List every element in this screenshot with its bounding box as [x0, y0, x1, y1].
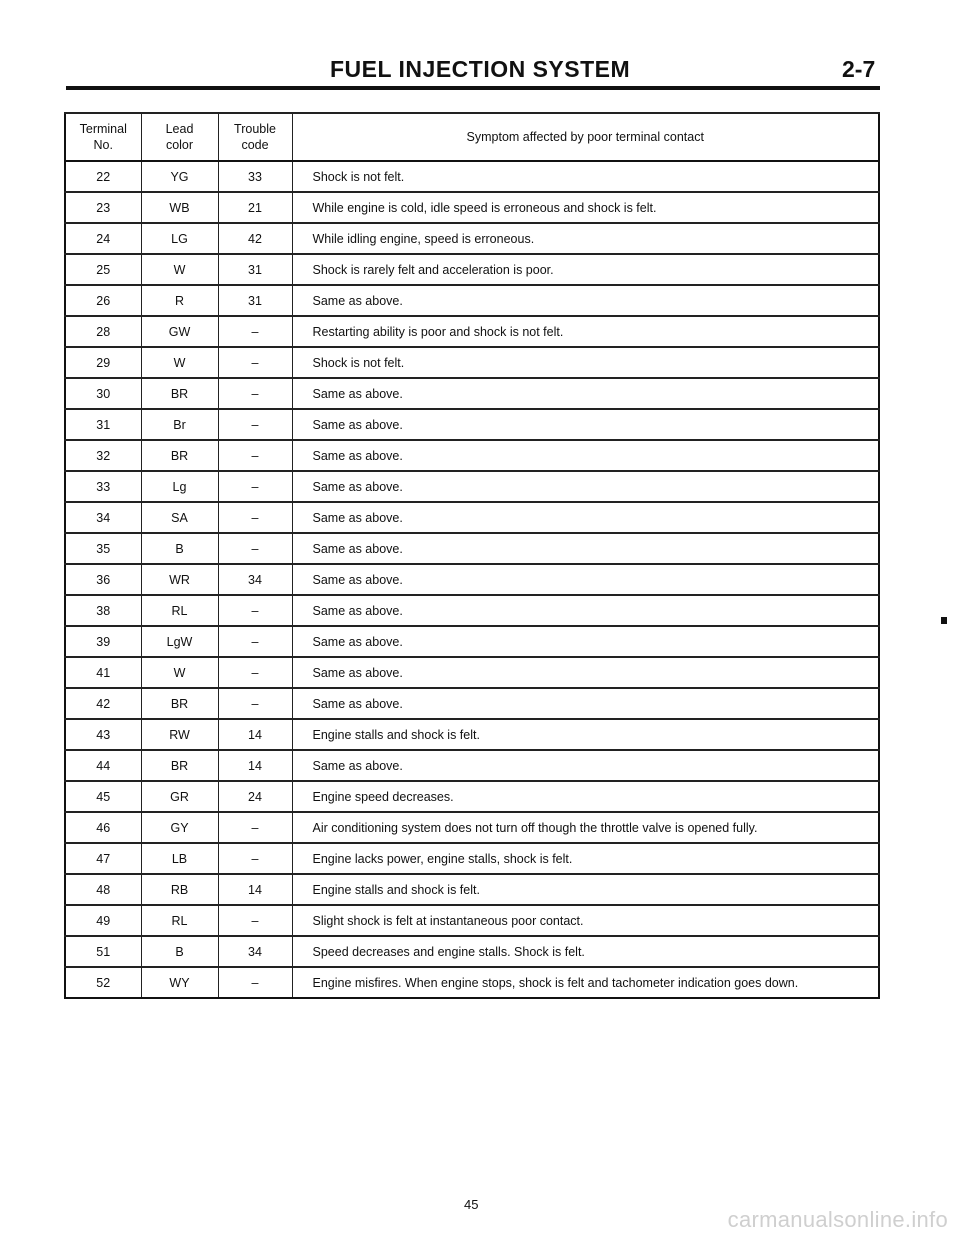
table-row: [65, 781, 879, 812]
cell-trouble-code: –: [218, 471, 292, 502]
cell-trouble-code: 31: [218, 254, 292, 285]
cell-terminal-no: 29: [65, 347, 141, 378]
cell-symptom: Same as above.: [292, 564, 879, 595]
table-row: [65, 409, 879, 440]
cell-lead-color: GY: [141, 812, 218, 843]
cell-terminal-no: 22: [65, 161, 141, 192]
table-row: [65, 192, 879, 223]
table-row: [65, 812, 879, 843]
cell-lead-color: B: [141, 936, 218, 967]
cell-trouble-code: –: [218, 440, 292, 471]
cell-trouble-code: –: [218, 595, 292, 626]
margin-mark: [941, 617, 947, 624]
cell-symptom: Shock is not felt.: [292, 161, 879, 192]
cell-symptom: Restarting ability is poor and shock is not felt.: [292, 316, 879, 347]
cell-terminal-no: 45: [65, 781, 141, 812]
cell-symptom: Speed decreases and engine stalls. Shock is felt.: [292, 936, 879, 967]
cell-lead-color: GW: [141, 316, 218, 347]
cell-trouble-code: –: [218, 409, 292, 440]
cell-symptom: Shock is not felt.: [292, 347, 879, 378]
table-row: [65, 378, 879, 409]
cell-lead-color: B: [141, 533, 218, 564]
cell-trouble-code: –: [218, 347, 292, 378]
cell-terminal-no: 42: [65, 688, 141, 719]
cell-symptom: While engine is cold, idle speed is erroneous and shock is felt.: [292, 192, 879, 223]
cell-trouble-code: 34: [218, 936, 292, 967]
cell-terminal-no: 28: [65, 316, 141, 347]
cell-trouble-code: –: [218, 905, 292, 936]
cell-terminal-no: 39: [65, 626, 141, 657]
table-row: [65, 440, 879, 471]
cell-trouble-code: –: [218, 967, 292, 998]
cell-trouble-code: 42: [218, 223, 292, 254]
cell-lead-color: SA: [141, 502, 218, 533]
table-header-row: [65, 113, 879, 161]
cell-terminal-no: 46: [65, 812, 141, 843]
cell-trouble-code: –: [218, 812, 292, 843]
table-row: [65, 595, 879, 626]
cell-terminal-no: 36: [65, 564, 141, 595]
column-header-lead-color: Lead color: [141, 113, 218, 161]
cell-terminal-no: 43: [65, 719, 141, 750]
table-row: [65, 254, 879, 285]
section-number: 2-7: [842, 56, 876, 82]
table-row: [65, 564, 879, 595]
watermark: carmanualsonline.info: [727, 1207, 948, 1232]
cell-symptom: Engine stalls and shock is felt.: [292, 874, 879, 905]
cell-symptom: Same as above.: [292, 533, 879, 564]
table-row: [65, 471, 879, 502]
table-row: [65, 688, 879, 719]
cell-lead-color: RL: [141, 905, 218, 936]
cell-symptom: Same as above.: [292, 471, 879, 502]
table-row: [65, 750, 879, 781]
cell-symptom: Same as above.: [292, 285, 879, 316]
cell-symptom: Same as above.: [292, 688, 879, 719]
table-row: [65, 905, 879, 936]
cell-terminal-no: 23: [65, 192, 141, 223]
cell-symptom: Engine stalls and shock is felt.: [292, 719, 879, 750]
table-row: [65, 347, 879, 378]
cell-terminal-no: 41: [65, 657, 141, 688]
terminal-symptom-table: [64, 112, 880, 999]
table-row: [65, 502, 879, 533]
cell-terminal-no: 49: [65, 905, 141, 936]
cell-lead-color: YG: [141, 161, 218, 192]
cell-lead-color: BR: [141, 378, 218, 409]
column-header-terminal-no: Terminal No.: [65, 113, 141, 161]
cell-symptom: Same as above.: [292, 409, 879, 440]
page-title: FUEL INJECTION SYSTEM: [330, 56, 631, 82]
cell-terminal-no: 34: [65, 502, 141, 533]
cell-terminal-no: 25: [65, 254, 141, 285]
cell-trouble-code: 24: [218, 781, 292, 812]
cell-symptom: While idling engine, speed is erroneous.: [292, 223, 879, 254]
cell-terminal-no: 47: [65, 843, 141, 874]
header-divider: [66, 86, 880, 90]
cell-lead-color: WY: [141, 967, 218, 998]
table-row: [65, 843, 879, 874]
cell-symptom: Air conditioning system does not turn off though the throttle valve is opened fully.: [292, 812, 879, 843]
table-row: [65, 533, 879, 564]
cell-symptom: Same as above.: [292, 440, 879, 471]
cell-symptom: Same as above.: [292, 595, 879, 626]
cell-trouble-code: –: [218, 533, 292, 564]
cell-trouble-code: 14: [218, 874, 292, 905]
cell-lead-color: R: [141, 285, 218, 316]
cell-trouble-code: –: [218, 502, 292, 533]
cell-symptom: Same as above.: [292, 378, 879, 409]
table-row: [65, 161, 879, 192]
cell-terminal-no: 32: [65, 440, 141, 471]
cell-lead-color: W: [141, 347, 218, 378]
cell-terminal-no: 31: [65, 409, 141, 440]
cell-terminal-no: 33: [65, 471, 141, 502]
cell-trouble-code: 33: [218, 161, 292, 192]
cell-lead-color: W: [141, 657, 218, 688]
cell-trouble-code: –: [218, 378, 292, 409]
cell-symptom: Engine speed decreases.: [292, 781, 879, 812]
cell-lead-color: WR: [141, 564, 218, 595]
cell-trouble-code: 31: [218, 285, 292, 316]
cell-terminal-no: 35: [65, 533, 141, 564]
cell-trouble-code: –: [218, 657, 292, 688]
cell-lead-color: LB: [141, 843, 218, 874]
cell-symptom: Slight shock is felt at instantaneous poor contact.: [292, 905, 879, 936]
cell-trouble-code: –: [218, 843, 292, 874]
table-row: [65, 874, 879, 905]
column-header-trouble-code: Trouble code: [218, 113, 292, 161]
cell-terminal-no: 38: [65, 595, 141, 626]
cell-trouble-code: –: [218, 626, 292, 657]
cell-symptom: Shock is rarely felt and acceleration is poor.: [292, 254, 879, 285]
cell-terminal-no: 51: [65, 936, 141, 967]
cell-terminal-no: 48: [65, 874, 141, 905]
cell-symptom: Same as above.: [292, 657, 879, 688]
cell-lead-color: RL: [141, 595, 218, 626]
cell-symptom: Same as above.: [292, 750, 879, 781]
table-row: [65, 223, 879, 254]
table-row: [65, 316, 879, 347]
cell-lead-color: WB: [141, 192, 218, 223]
cell-trouble-code: 14: [218, 750, 292, 781]
cell-symptom: Same as above.: [292, 626, 879, 657]
cell-trouble-code: –: [218, 688, 292, 719]
table-body: [65, 161, 879, 998]
cell-terminal-no: 52: [65, 967, 141, 998]
cell-lead-color: BR: [141, 750, 218, 781]
table-row: [65, 967, 879, 998]
table-row: [65, 719, 879, 750]
table-row: [65, 936, 879, 967]
cell-terminal-no: 30: [65, 378, 141, 409]
cell-terminal-no: 24: [65, 223, 141, 254]
cell-symptom: Engine misfires. When engine stops, shock is felt and tachometer indication goes down.: [292, 967, 879, 998]
cell-lead-color: W: [141, 254, 218, 285]
cell-terminal-no: 26: [65, 285, 141, 316]
cell-lead-color: BR: [141, 440, 218, 471]
table-row: [65, 285, 879, 316]
column-header-symptom: Symptom affected by poor terminal contact: [292, 113, 879, 161]
page-number: 45: [464, 1197, 479, 1212]
cell-trouble-code: –: [218, 316, 292, 347]
cell-lead-color: RB: [141, 874, 218, 905]
cell-lead-color: GR: [141, 781, 218, 812]
cell-lead-color: Br: [141, 409, 218, 440]
cell-lead-color: RW: [141, 719, 218, 750]
cell-symptom: Same as above.: [292, 502, 879, 533]
cell-trouble-code: 14: [218, 719, 292, 750]
table-row: [65, 657, 879, 688]
table-row: [65, 626, 879, 657]
cell-lead-color: Lg: [141, 471, 218, 502]
cell-terminal-no: 44: [65, 750, 141, 781]
cell-trouble-code: 34: [218, 564, 292, 595]
cell-trouble-code: 21: [218, 192, 292, 223]
cell-lead-color: BR: [141, 688, 218, 719]
cell-lead-color: LgW: [141, 626, 218, 657]
cell-symptom: Engine lacks power, engine stalls, shock is felt.: [292, 843, 879, 874]
cell-lead-color: LG: [141, 223, 218, 254]
